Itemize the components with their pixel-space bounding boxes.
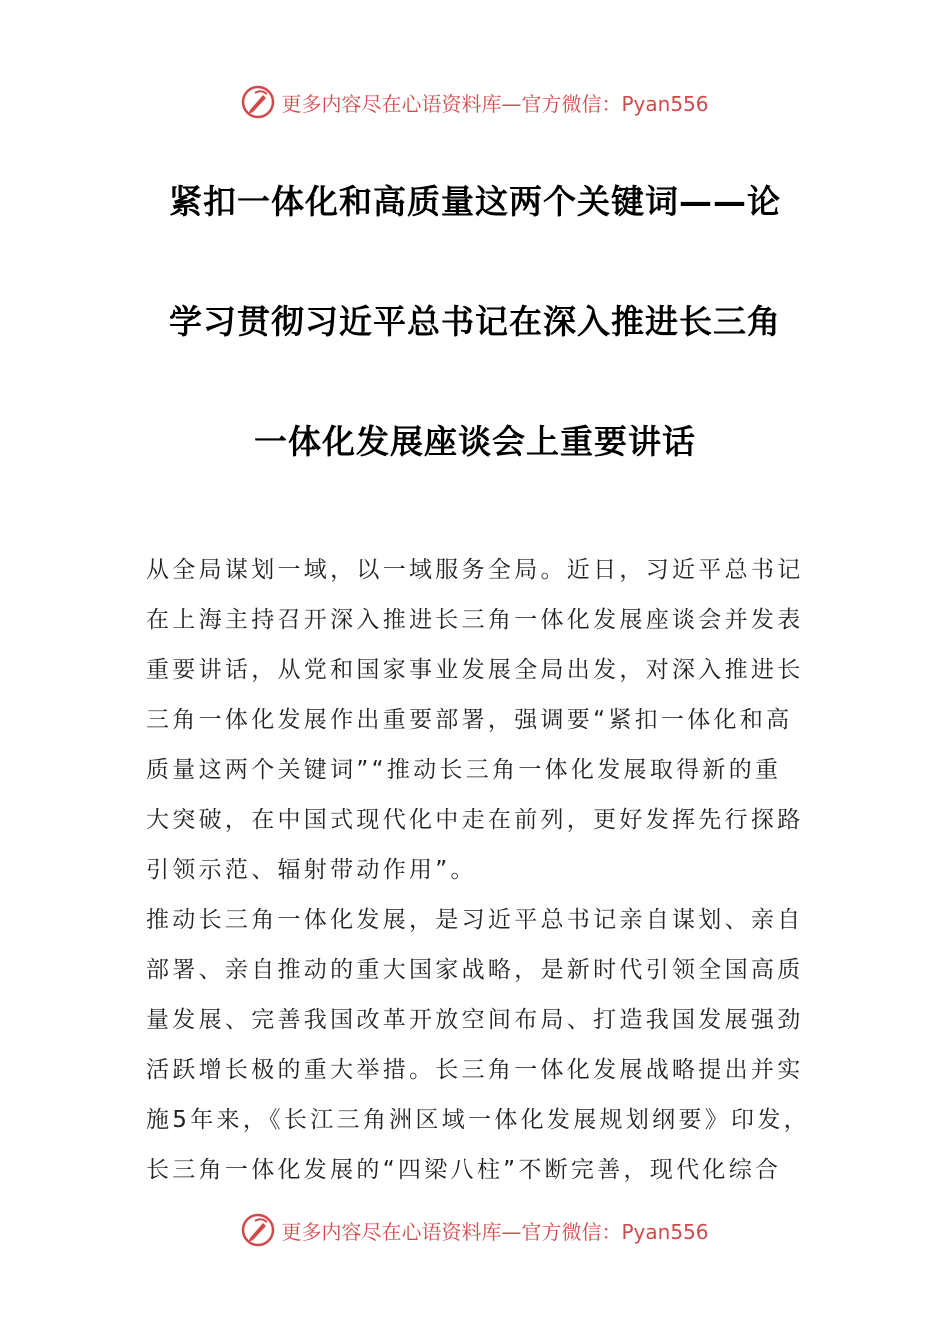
pen-logo-icon bbox=[241, 85, 275, 119]
body-line: 三角一体化发展作出重要部署，强调要“紧扣一体化和高 bbox=[146, 707, 793, 733]
footer-wechat-id: Pyan556 bbox=[621, 1219, 709, 1244]
body-line: 部署、亲自推动的重大国家战略，是新时代引领全国高质 bbox=[146, 957, 804, 983]
body-line: 活跃增长极的重大举措。长三角一体化发展战略提出并实 bbox=[146, 1057, 804, 1083]
body-line: 重要讲话，从党和国家事业发展全局出发，对深入推进长 bbox=[146, 657, 804, 683]
body-line: 施5年来，《长江三角洲区域一体化发展规划纲要》印发， bbox=[146, 1107, 810, 1133]
title-line-1: 紧扣一体化和高质量这两个关键词——论 bbox=[169, 182, 781, 221]
header-banner bbox=[0, 80, 950, 124]
body-line: 量发展、完善我国改革开放空间布局、打造我国发展强劲 bbox=[146, 1007, 804, 1033]
body-line: 质量这两个关键词”“推动长三角一体化发展取得新的重 bbox=[146, 757, 782, 783]
footer-banner bbox=[0, 1208, 950, 1252]
body-line: 在上海主持召开深入推进长三角一体化发展座谈会并发表 bbox=[146, 607, 804, 633]
body-line: 长三角一体化发展的“四梁八柱”不断完善，现代化综合 bbox=[146, 1157, 782, 1183]
body-line: 大突破，在中国式现代化中走在前列，更好发挥先行探路 bbox=[146, 807, 804, 833]
header-wechat-id: Pyan556 bbox=[621, 91, 709, 116]
pen-logo-icon bbox=[241, 1213, 275, 1247]
title-line-2: 学习贯彻习近平总书记在深入推进长三角 bbox=[169, 302, 781, 341]
body-line: 推动长三角一体化发展，是习近平总书记亲自谋划、亲自 bbox=[146, 907, 804, 933]
title-line-3: 一体化发展座谈会上重要讲话 bbox=[254, 422, 696, 461]
body-line: 引领示范、辐射带动作用”。 bbox=[146, 857, 477, 883]
header-banner-text: 更多内容尽在心语资料库—官方微信：Pyan556 bbox=[281, 91, 709, 116]
body-line: 从全局谋划一域，以一域服务全局。近日，习近平总书记 bbox=[146, 557, 804, 583]
article-body bbox=[146, 545, 808, 1195]
footer-banner-text: 更多内容尽在心语资料库—官方微信：Pyan556 bbox=[281, 1219, 709, 1244]
